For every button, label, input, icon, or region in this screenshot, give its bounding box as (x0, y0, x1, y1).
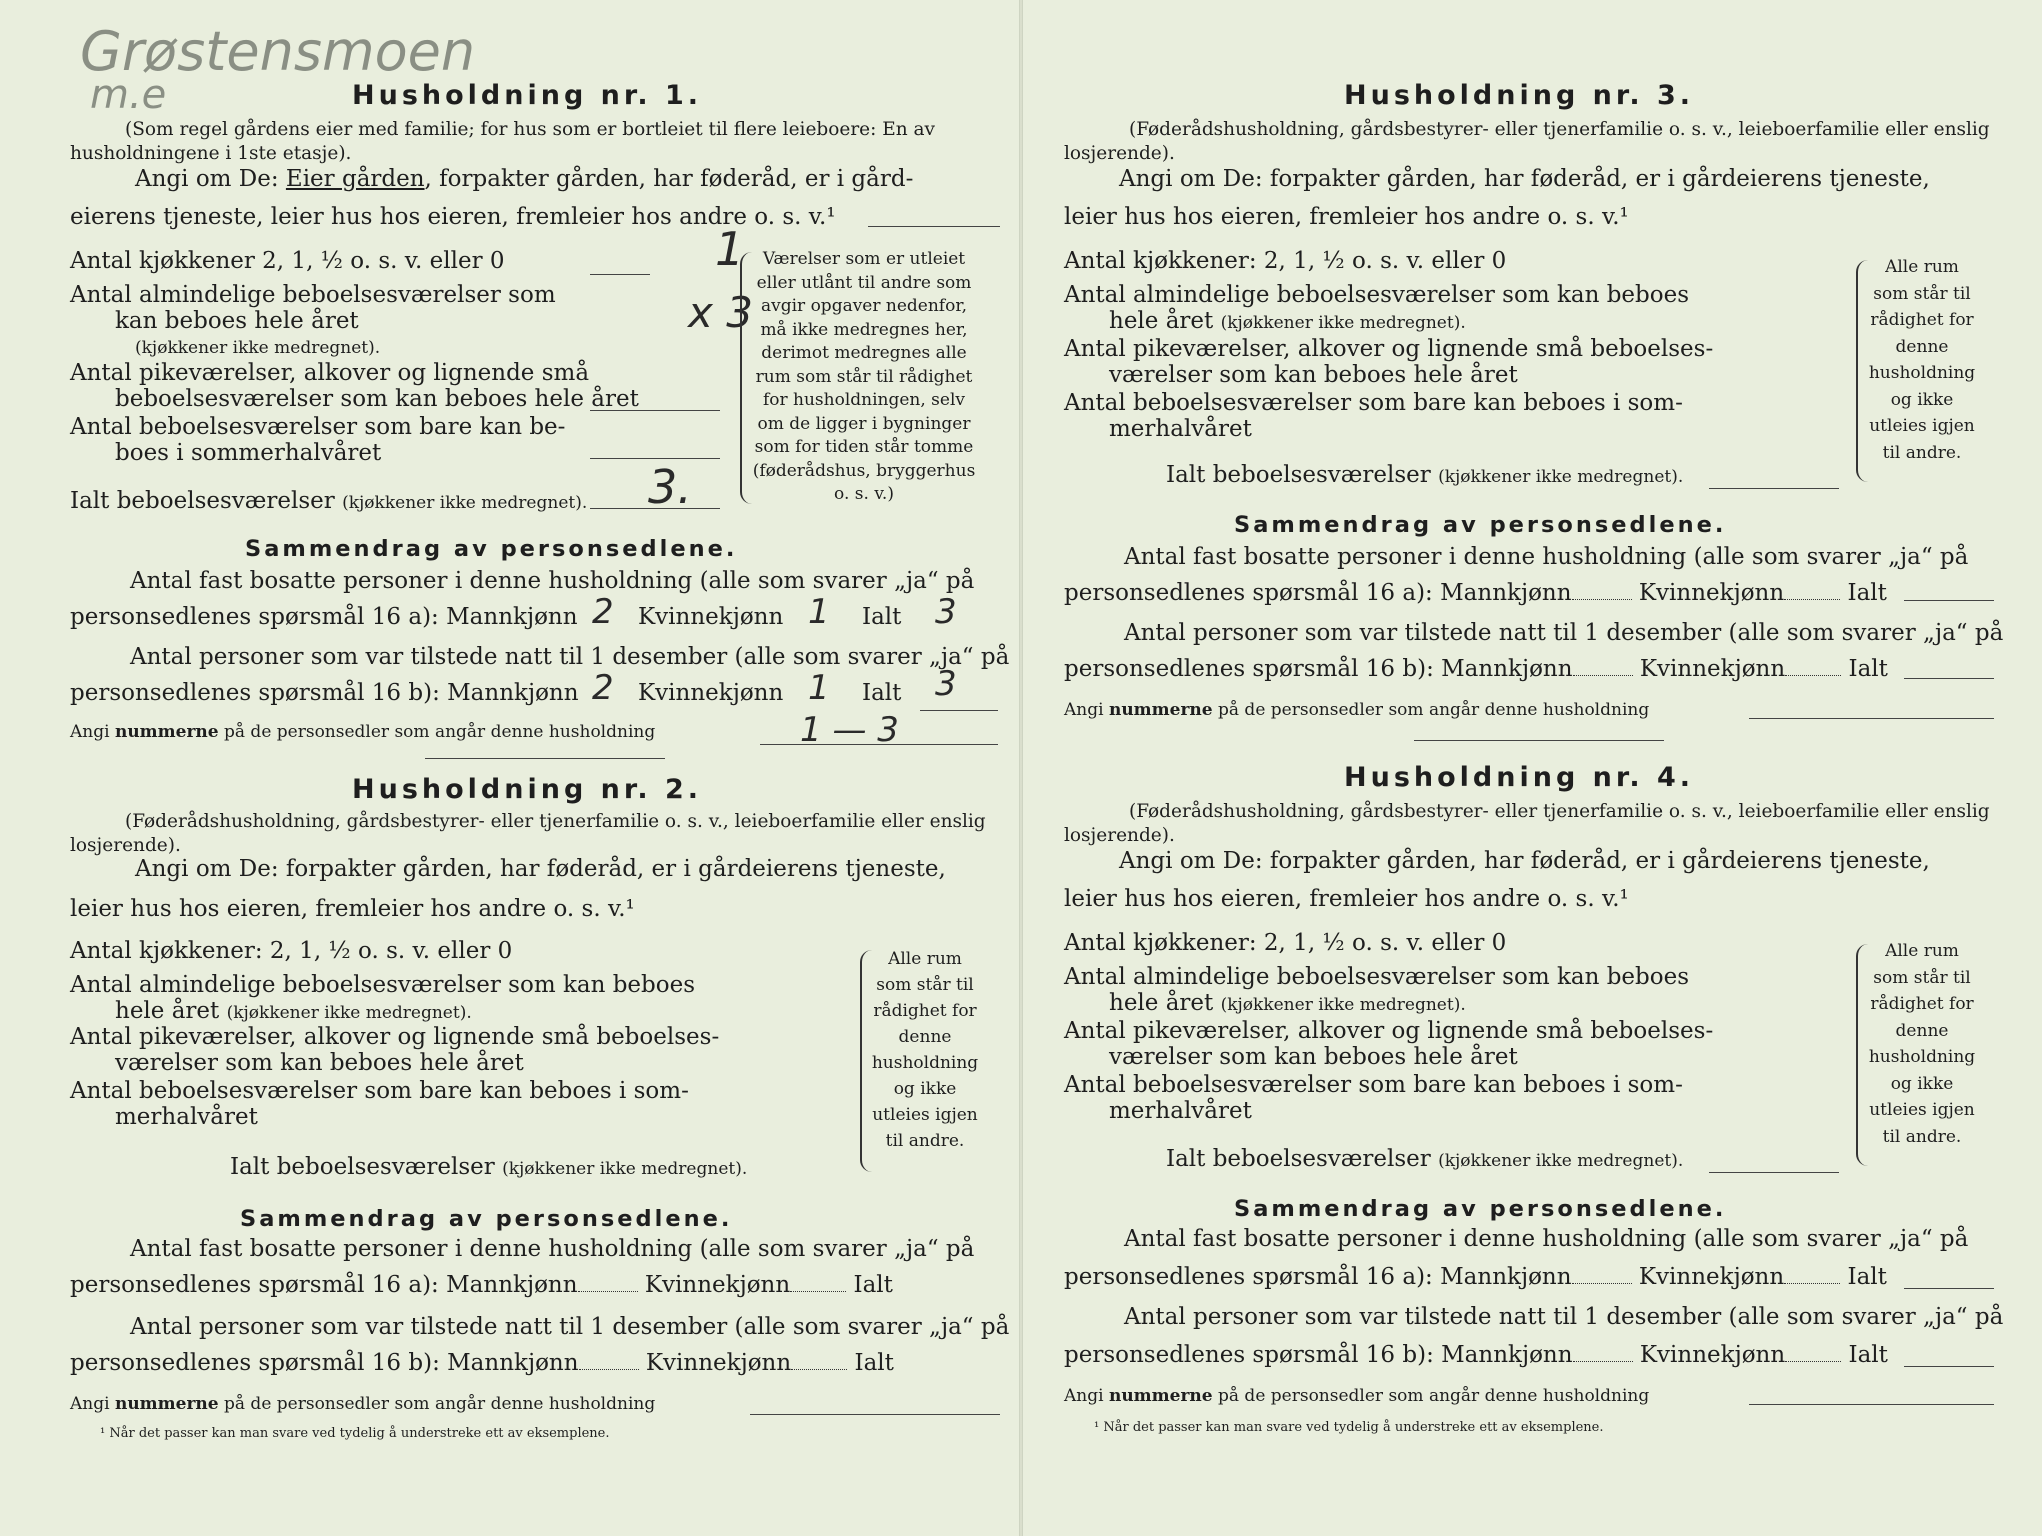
h1-kv1: Kvinnekjønn (638, 604, 784, 630)
h3-ialt2-line (1904, 678, 1994, 679)
h2-summer-1: Antal beboelsesværelser som bare kan beboes i som- (70, 1078, 689, 1104)
nr-nummerne: nummerne (114, 722, 219, 742)
household-1-angi-line2: eierens tjeneste, leier hus hos eieren, fremleier hos andre o. s. v.¹ (70, 204, 836, 230)
h2-s4-text: personsedlenes spørsmål 16 b): Mannkjønn (70, 1350, 579, 1376)
left-footnote: ¹ Når det passer kan man svare ved tydelig å understreke ett av eksemplene. (100, 1426, 610, 1441)
h4-nr-angi: Angi (1064, 1386, 1104, 1406)
h2-s2-text: personsedlenes spørsmål 16 a): Mannkjønn (70, 1272, 578, 1298)
h1-summary-title: Sammendrag av personsedlene. (245, 536, 738, 562)
h2-ialt1: Ialt (853, 1272, 893, 1298)
h4-s1: Antal fast bosatte personer i denne husholdning (alle som svarer „ja“ på (1124, 1226, 1969, 1252)
nr-angi: Angi (70, 722, 110, 742)
h3-nr-angi: Angi (1064, 700, 1104, 720)
h4-ialt2: Ialt (1848, 1342, 1888, 1368)
h4-rooms-1: Antal almindelige beboelsesværelser som kan beboes (1064, 964, 1690, 990)
h3-numbers (1064, 700, 1649, 720)
h4-ialt1: Ialt (1847, 1264, 1887, 1290)
h3-ialt1: Ialt (1847, 580, 1887, 606)
h1-male-fast: 2 (592, 592, 614, 632)
household-1-title: Husholdning nr. 1. (352, 80, 703, 111)
h4-numbers (1064, 1386, 1649, 1406)
h2-rooms-2 (115, 998, 472, 1024)
h1-maid-line (590, 410, 720, 411)
h3-numbers-line (1749, 718, 1994, 719)
h2-total-text: Ialt beboelsesværelser (230, 1154, 495, 1180)
h2-side-note: Alle rum som står til rådighet for denne husholdning og ikke utleies igjen til andre. (871, 949, 979, 1151)
h1-total-text: Ialt beboelsesværelser (70, 488, 335, 514)
h4-total-line (1709, 1172, 1839, 1173)
nr-text: på de personsedler som angår denne husholdning (224, 722, 656, 742)
h1-rooms-note: (kjøkkener ikke medregnet). (135, 338, 381, 358)
h3-nr-nummerne: nummerne (1108, 700, 1213, 720)
angi-label: Angi om De: (135, 166, 279, 192)
h3-s2-text: personsedlenes spørsmål 16 a): Mannkjønn (1064, 580, 1572, 606)
h4-summer-2: merhalvåret (1109, 1098, 1252, 1124)
h2-nr-text: på de personsedler som angår denne husholdning (224, 1394, 656, 1414)
h3-total-text: Ialt beboelsesværelser (1166, 462, 1431, 488)
h1-rooms-label-1: Antal almindelige beboelsesværelser som (70, 282, 556, 308)
h4-ialt2-line (1904, 1366, 1994, 1367)
h1-kitchens-line (590, 274, 650, 275)
h4-rooms-2-note: (kjøkkener ikke medregnet). (1220, 995, 1466, 1015)
h2-maid-2: værelser som kan beboes hele året (115, 1050, 524, 1076)
h3-s1: Antal fast bosatte personer i denne husholdning (alle som svarer „ja“ på (1124, 544, 1969, 570)
h1-female-present: 1 (808, 668, 830, 708)
h1-s4: personsedlenes spørsmål 16 b): Mannkjønn (70, 680, 579, 706)
h2-s3: Antal personer som var tilstede natt til 1 desember (alle som svarer „ja“ på (130, 1314, 1010, 1340)
h1-total-fast: 3 (935, 592, 957, 632)
h3-s3: Antal personer som var tilstede natt til 1 desember (alle som svarer „ja“ på (1124, 620, 2004, 646)
h1-total-present: 3 (935, 664, 957, 704)
h1-female-fast: 1 (808, 592, 830, 632)
h2-maid-1: Antal pikeværelser, alkover og lignende små beboelses- (70, 1024, 720, 1050)
h4-summer-1: Antal beboelsesværelser som bare kan beboes i som- (1064, 1072, 1683, 1098)
h3-nr-text: på de personsedler som angår denne husholdning (1218, 700, 1650, 720)
h3-maid-1: Antal pikeværelser, alkover og lignende små beboelses- (1064, 336, 1714, 362)
h1-numbers-value: 1 — 3 (800, 710, 899, 750)
h2-summer-2: merhalvåret (115, 1104, 258, 1130)
h2-kv1: Kvinnekjønn (644, 1272, 791, 1298)
h3-rooms-2-text: hele året (1109, 308, 1214, 334)
h3-side-note: Alle rum som står til rådighet for denne husholdning og ikke utleies igjen til andre. (1868, 257, 1976, 463)
h4-rooms-2-text: hele året (1109, 990, 1214, 1016)
h4-nr-nummerne: nummerne (1108, 1386, 1213, 1406)
h1-s1: Antal fast bosatte personer i denne husholdning (alle som svarer „ja“ på (130, 568, 975, 594)
h4-kitchens-label: Antal kjøkkener: 2, 1, ½ o. s. v. eller 0 (1064, 930, 1507, 956)
h1-kv2: Kvinnekjønn (638, 680, 784, 706)
h2-rooms-2-text: hele året (115, 998, 220, 1024)
h1-kitchens-label: Antal kjøkkener 2, 1, ½ o. s. v. eller 0 (70, 248, 505, 274)
handwritten-owner-name: Grøstensmoen (80, 20, 476, 83)
h1-total-label (70, 488, 587, 514)
h4-maid-2: værelser som kan beboes hele året (1109, 1044, 1518, 1070)
h1-maid-rooms-label-1: Antal pikeværelser, alkover og lignende små (70, 360, 590, 386)
h3-summer-2: merhalvåret (1109, 416, 1252, 442)
h3-total-note: (kjøkkener ikke medregnet). (1438, 467, 1684, 487)
h4-summary-title: Sammendrag av personsedlene. (1234, 1196, 1727, 1222)
h4-maid-1: Antal pikeværelser, alkover og lignende små beboelses- (1064, 1018, 1714, 1044)
h3-s4-text: personsedlenes spørsmål 16 b): Mannkjønn (1064, 656, 1573, 682)
h2-numbers-line (750, 1414, 1000, 1415)
h1-summer-label-1: Antal beboelsesværelser som bare kan be- (70, 414, 566, 440)
handwritten-owner-sub: m.e (90, 72, 167, 118)
h3-summary-title: Sammendrag av personsedlene. (1234, 512, 1727, 538)
h3-s2 (1064, 580, 1887, 606)
h3-separator (1414, 740, 1664, 741)
h2-total (230, 1154, 747, 1180)
h2-s1: Antal fast bosatte personer i denne husholdning (alle som svarer „ja“ på (130, 1236, 975, 1262)
h4-angi: Angi om De: forpakter gården, har føderåd, er i gårdeierens tjeneste, (1119, 848, 1930, 874)
h3-ialt2: Ialt (1848, 656, 1888, 682)
h4-angi-2: leier hus hos eieren, fremleier hos andre o. s. v.¹ (1064, 886, 1629, 912)
h1-total-note: (kjøkkener ikke medregnet). (342, 493, 588, 513)
h3-maid-2: værelser som kan beboes hele året (1109, 362, 1518, 388)
h2-rooms-2-note: (kjøkkener ikke medregnet). (226, 1003, 472, 1023)
h4-total-text: Ialt beboelsesværelser (1166, 1146, 1431, 1172)
household-2-subtitle: (Føderådshusholdning, gårdsbestyrer- eller tjenerfamilie o. s. v., leieboerfamilie eller enslig losjerende). (70, 811, 986, 856)
right-footnote: ¹ Når det passer kan man svare ved tydelig å understreke ett av eksemplene. (1094, 1420, 1604, 1435)
h4-ialt1-line (1904, 1288, 1994, 1289)
h2-s2 (70, 1272, 893, 1298)
h3-summer-1: Antal beboelsesværelser som bare kan beboes i som- (1064, 390, 1683, 416)
h1-summer-line (590, 458, 720, 459)
h4-s2 (1064, 1264, 1887, 1290)
h2-s4 (70, 1350, 894, 1376)
h2-summary-title: Sammendrag av personsedlene. (240, 1206, 733, 1232)
h1-separator (425, 758, 665, 759)
angi-eier-underlined: Eier gården (285, 166, 425, 192)
right-page (1054, 0, 2004, 1536)
h4-kv2: Kvinnekjønn (1639, 1342, 1786, 1368)
h1-ialt2: Ialt (862, 680, 902, 706)
h3-rooms-2 (1109, 308, 1466, 334)
household-1-angi (135, 166, 913, 192)
h3-angi-2: leier hus hos eieren, fremleier hos andre o. s. v.¹ (1064, 204, 1629, 230)
household-3-title: Husholdning nr. 3. (1344, 80, 1695, 111)
angi-answer-line (868, 226, 1000, 227)
h3-ialt1-line (1904, 600, 1994, 601)
h3-kv1: Kvinnekjønn (1638, 580, 1785, 606)
h3-total (1166, 462, 1683, 488)
h4-s4-text: personsedlenes spørsmål 16 b): Mannkjønn (1064, 1342, 1573, 1368)
h1-numbers (70, 722, 655, 742)
h4-total (1166, 1146, 1683, 1172)
h1-s2: personsedlenes spørsmål 16 a): Mannkjønn (70, 604, 578, 630)
h3-rooms-2-note: (kjøkkener ikke medregnet). (1220, 313, 1466, 333)
h1-rooms-value: x 3 (688, 288, 753, 337)
h2-angi-2: leier hus hos eieren, fremleier hos andre o. s. v.¹ (70, 896, 635, 922)
h2-rooms-1: Antal almindelige beboelsesværelser som kan beboes (70, 972, 696, 998)
page-fold (1019, 0, 1023, 1536)
h1-maid-rooms-label-2: beboelsesværelser som kan beboes hele året (115, 386, 639, 412)
h4-kv1: Kvinnekjønn (1638, 1264, 1785, 1290)
h2-nr-nummerne: nummerne (114, 1394, 219, 1414)
h4-rooms-2 (1109, 990, 1466, 1016)
h1-kitchens-value: 1 (715, 222, 745, 276)
household-3-subtitle: (Føderådshusholdning, gårdsbestyrer- eller tjenerfamilie o. s. v., leieboerfamilie eller enslig losjerende). (1064, 119, 1990, 164)
h4-total-note: (kjøkkener ikke medregnet). (1438, 1151, 1684, 1171)
h3-kv2: Kvinnekjønn (1639, 656, 1786, 682)
h2-total-note: (kjøkkener ikke medregnet). (502, 1159, 748, 1179)
left-page (60, 0, 1010, 1536)
h3-total-line (1709, 488, 1839, 489)
household-4-subtitle: (Føderådshusholdning, gårdsbestyrer- eller tjenerfamilie o. s. v., leieboerfamilie eller enslig losjerende). (1064, 801, 1990, 846)
h1-ialt1: Ialt (862, 604, 902, 630)
h2-nr-angi: Angi (70, 1394, 110, 1414)
h2-kv2: Kvinnekjønn (645, 1350, 792, 1376)
household-1-subtitle: (Som regel gårdens eier med familie; for hus som er bortleiet til flere leieboere: En av husholdningene i 1ste etasje). (70, 119, 936, 164)
h1-s3: Antal personer som var tilstede natt til 1 desember (alle som svarer „ja“ på (130, 644, 1010, 670)
h1-male-present: 2 (592, 668, 614, 708)
h1-numbers-line (760, 744, 998, 745)
h1-total-value: 3. (648, 460, 692, 514)
household-4-title: Husholdning nr. 4. (1344, 762, 1695, 793)
h2-angi: Angi om De: forpakter gården, har føderåd, er i gårdeierens tjeneste, (135, 856, 946, 882)
h3-kitchens-label: Antal kjøkkener: 2, 1, ½ o. s. v. eller 0 (1064, 248, 1507, 274)
h3-rooms-1: Antal almindelige beboelsesværelser som kan beboes (1064, 282, 1690, 308)
h1-summer-label-2: boes i sommerhalvåret (115, 440, 382, 466)
h1-total-present-line (920, 710, 998, 711)
h4-s3: Antal personer som var tilstede natt til 1 desember (alle som svarer „ja“ på (1124, 1304, 2004, 1330)
household-2-title: Husholdning nr. 2. (352, 774, 703, 805)
h4-s4 (1064, 1342, 1888, 1368)
h4-s2-text: personsedlenes spørsmål 16 a): Mannkjønn (1064, 1264, 1572, 1290)
h4-numbers-line (1749, 1404, 1994, 1405)
h2-kitchens-label: Antal kjøkkener: 2, 1, ½ o. s. v. eller 0 (70, 938, 513, 964)
h4-side-note: Alle rum som står til rådighet for denne husholdning og ikke utleies igjen til andre. (1868, 941, 1976, 1147)
h2-numbers (70, 1394, 655, 1414)
angi-rest: , forpakter gården, har føderåd, er i gård- (424, 166, 914, 192)
h4-nr-text: på de personsedler som angår denne husholdning (1218, 1386, 1650, 1406)
h2-ialt2: Ialt (854, 1350, 894, 1376)
h3-angi: Angi om De: forpakter gården, har føderåd, er i gårdeierens tjeneste, (1119, 166, 1930, 192)
h3-s4 (1064, 656, 1888, 682)
h1-rooms-label-2: kan beboes hele året (115, 308, 359, 334)
h1-side-note: Værelser som er utleiet eller utlånt til andre som avgir opgaver nedenfor, må ikke medregnes her, derimot medregnes alle rum som står til rådighet for husholdningen, selv om de ligger i bygninger som for tiden står tomme (føderådshus, bryggerhus o. s. v.) (752, 249, 976, 504)
